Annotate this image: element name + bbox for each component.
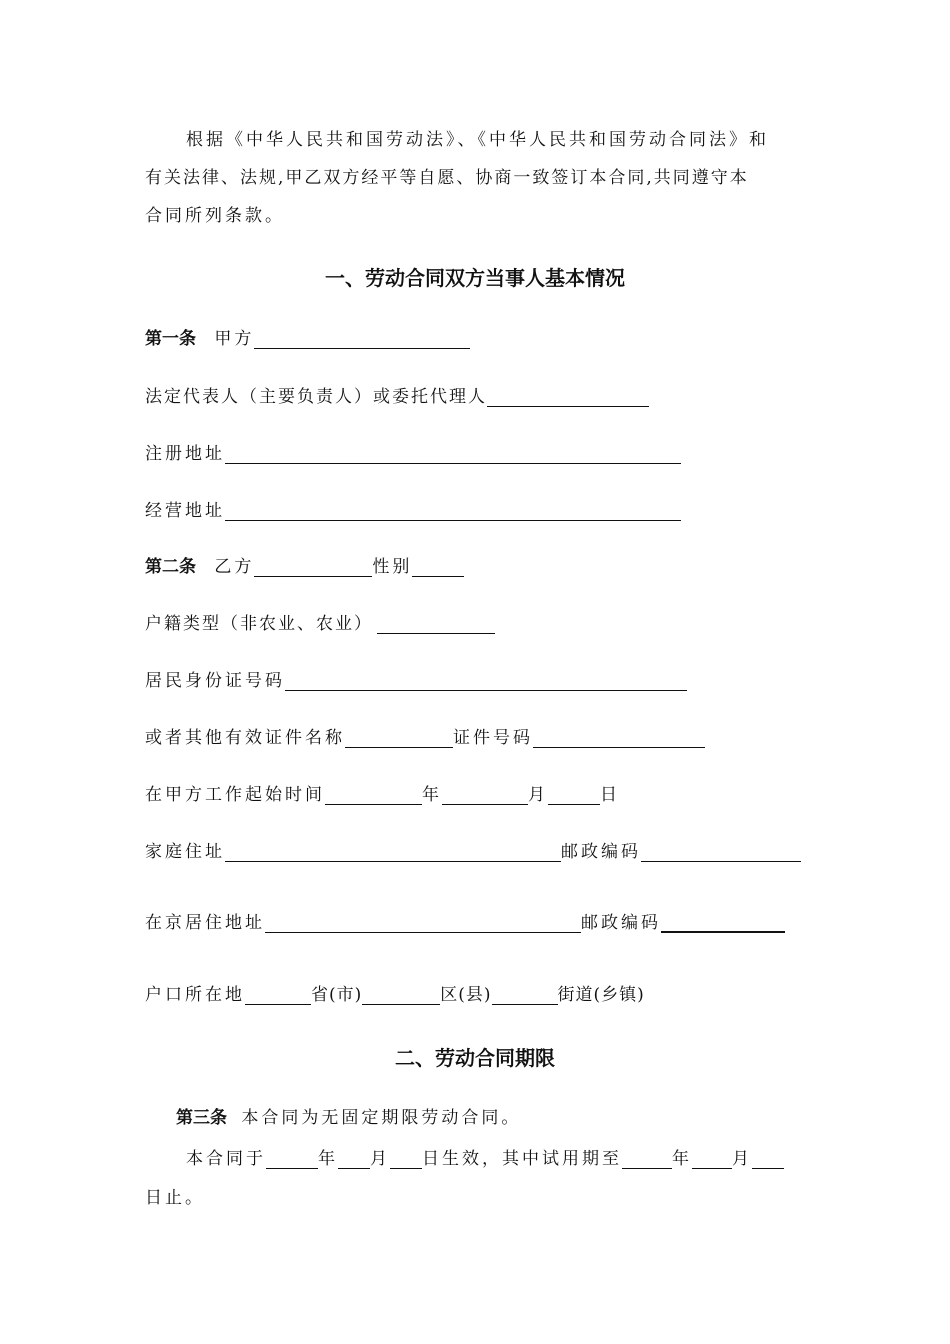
biz-address-row bbox=[145, 496, 681, 521]
hukou-type-field[interactable] bbox=[377, 615, 495, 634]
legal-rep-field[interactable] bbox=[487, 388, 649, 407]
effective-month-field[interactable] bbox=[338, 1150, 370, 1169]
reg-address-field[interactable] bbox=[225, 445, 681, 464]
id-number-row bbox=[145, 666, 687, 691]
effective-prefix: 本合同于 bbox=[186, 1149, 266, 1169]
intro-line-1: 根据《中华人民共和国劳动法》、《中华人民共和国劳动合同法》和 bbox=[186, 130, 769, 150]
beijing-address-field[interactable] bbox=[265, 914, 581, 933]
probation-day-field[interactable] bbox=[752, 1150, 784, 1169]
article-3-text: 本合同为无固定期限劳动合同。 bbox=[241, 1108, 522, 1128]
biz-address-field[interactable] bbox=[225, 502, 681, 521]
end-row bbox=[145, 1183, 205, 1208]
party-a-field[interactable] bbox=[254, 330, 470, 349]
biz-address-label: 经营地址 bbox=[145, 501, 225, 521]
hukou-type-label: 户籍类型（非农业、农业） bbox=[145, 614, 373, 634]
effective-row bbox=[186, 1144, 784, 1169]
probation-year-label: 年 bbox=[672, 1149, 692, 1169]
start-month-field[interactable] bbox=[442, 786, 528, 805]
street-label: 街道(乡镇) bbox=[557, 985, 645, 1005]
reg-address-label: 注册地址 bbox=[145, 444, 225, 464]
hukou-type-row bbox=[145, 609, 495, 634]
legal-rep-label: 法定代表人（主要负责人）或委托代理人 bbox=[145, 387, 487, 407]
party-b-field[interactable] bbox=[254, 558, 372, 577]
party-a-label: 甲方 bbox=[214, 329, 255, 349]
beijing-address-label: 在京居住地址 bbox=[145, 913, 265, 933]
hukou-location-label: 户口所在地 bbox=[145, 985, 245, 1005]
effective-month-label: 月 bbox=[370, 1149, 390, 1169]
article-2-row bbox=[145, 552, 464, 577]
article-1-row bbox=[145, 324, 470, 349]
id-no-label: 证件号码 bbox=[453, 728, 533, 748]
legal-rep-row bbox=[145, 382, 649, 407]
article-1-label: 第一条 bbox=[145, 329, 196, 349]
district-label: 区(县) bbox=[440, 985, 492, 1005]
probation-year-field[interactable] bbox=[622, 1150, 672, 1169]
province-label: 省(市) bbox=[311, 985, 363, 1005]
hukou-location-row bbox=[145, 980, 645, 1005]
postcode-2-field[interactable] bbox=[661, 913, 785, 933]
other-id-name-label: 或者其他有效证件名称 bbox=[145, 728, 345, 748]
intro-line-3: 合同所列条款。 bbox=[145, 206, 285, 226]
postcode-field[interactable] bbox=[641, 843, 801, 862]
id-no-field[interactable] bbox=[533, 729, 705, 748]
effective-year-field[interactable] bbox=[266, 1150, 318, 1169]
probation-month-field[interactable] bbox=[692, 1150, 732, 1169]
start-day-field[interactable] bbox=[548, 786, 600, 805]
party-b-label: 乙方 bbox=[214, 557, 255, 577]
section-1-title: 一、劳动合同双方当事人基本情况 bbox=[325, 266, 625, 290]
article-3-label: 第三条 bbox=[176, 1108, 227, 1128]
postcode-label: 邮政编码 bbox=[561, 842, 641, 862]
article-3-row bbox=[176, 1103, 521, 1128]
street-field[interactable] bbox=[492, 986, 558, 1005]
start-time-row bbox=[145, 780, 620, 805]
probation-month-label: 月 bbox=[732, 1149, 752, 1169]
article-2-label: 第二条 bbox=[145, 557, 196, 577]
province-field[interactable] bbox=[245, 986, 311, 1005]
gender-label: 性别 bbox=[372, 557, 413, 577]
home-address-label: 家庭住址 bbox=[145, 842, 225, 862]
effective-mid-text: 日生效，其中试用期至 bbox=[422, 1149, 622, 1169]
section-2-title: 二、劳动合同期限 bbox=[395, 1046, 555, 1070]
effective-day-field[interactable] bbox=[390, 1150, 422, 1169]
month-label: 月 bbox=[528, 785, 548, 805]
id-number-field[interactable] bbox=[285, 672, 687, 691]
effective-year-label: 年 bbox=[318, 1149, 338, 1169]
year-label: 年 bbox=[422, 785, 442, 805]
end-text: 日止。 bbox=[145, 1188, 205, 1208]
reg-address-row bbox=[145, 439, 681, 464]
district-field[interactable] bbox=[362, 986, 440, 1005]
home-address-row bbox=[145, 837, 801, 862]
postcode-2-label: 邮政编码 bbox=[581, 913, 661, 933]
start-time-label: 在甲方工作起始时间 bbox=[145, 785, 325, 805]
start-year-field[interactable] bbox=[325, 786, 422, 805]
id-number-label: 居民身份证号码 bbox=[145, 671, 285, 691]
intro-line-2: 有关法律、法规,甲乙双方经平等自愿、协商一致签订本合同,共同遵守本 bbox=[145, 168, 749, 188]
beijing-address-row bbox=[145, 908, 785, 933]
home-address-field[interactable] bbox=[225, 843, 561, 862]
other-id-row bbox=[145, 723, 705, 748]
other-id-name-field[interactable] bbox=[345, 729, 453, 748]
day-label: 日 bbox=[600, 785, 620, 805]
gender-field[interactable] bbox=[412, 558, 464, 577]
